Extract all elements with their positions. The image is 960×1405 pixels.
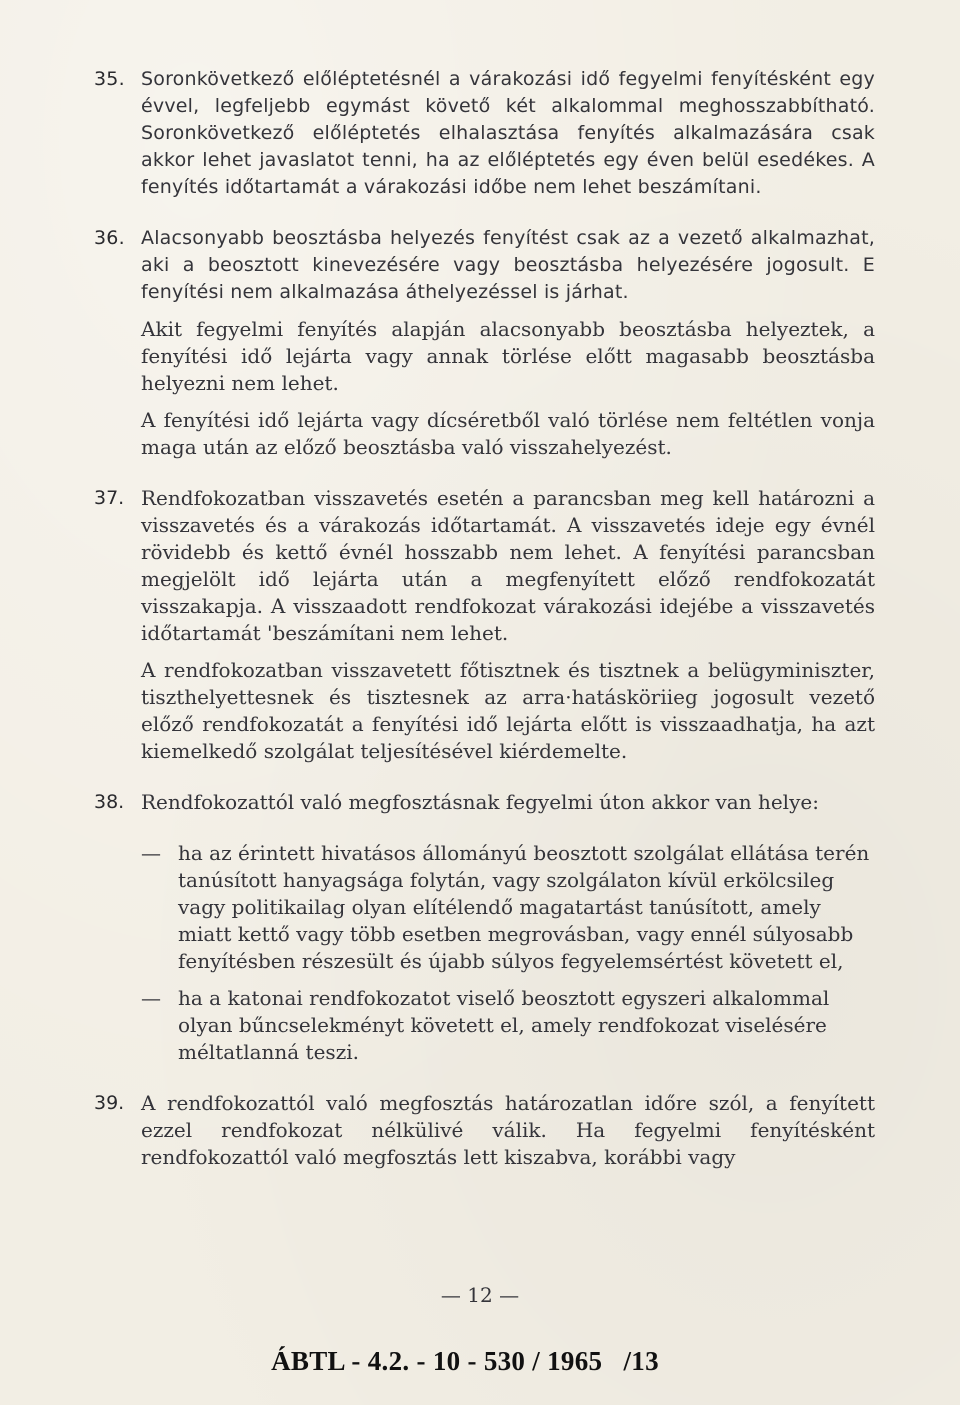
- dash-bullet: —: [141, 841, 161, 865]
- section-paragraph: A rendfokozatban visszavetett főtisztnek és tisztnek a belügyminiszter, tiszthelyettesnek és tisztesnek az arra·hatásköriieg jogosult vezető előző rendfokozatát a fenyítési idő lejárta előtt is visszaadhatja, ha azt kiemelkedő szolgálat teljesítésével kiérdemelte.: [141, 658, 875, 763]
- section-paragraph: A fenyítési idő lejárta vagy dícséretből való törlése nem feltétlen vonja maga után az előző beosztásba való visszahelyezést.: [141, 408, 875, 459]
- section-37: [0, 485, 875, 647]
- list-item: [0, 985, 875, 1066]
- section-text: Soronkövetkező előléptetésnél a várakozási idő fegyelmi fenyítésként egy évvel, legfeljebb egymást követő két alkalommal meghosszabbítható. Soronkövetkező előléptetés elhalasztása fenyítés alkalmazására csak akkor lehet javaslatot tenni, ha az előléptetés egy éven belül esedékes. A fenyítés időtartamát a várakozási időbe nem lehet beszámítani.: [141, 68, 875, 198]
- archive-reference: ÁBTL - 4.2. - 10 - 530 / 1965 /13: [271, 1346, 659, 1376]
- section-number: 37.: [94, 487, 125, 509]
- section-text: A rendfokozattól való megfosztás határozatlan időre szól, a fenyített ezzel rendfokozat nélkülivé válik. Ha fegyelmi fenyítésként rendfokozattól való megfosztás lett kiszabva, korábbi vagy: [141, 1091, 875, 1169]
- section-39: [0, 1090, 875, 1171]
- section-number: 39.: [94, 1092, 125, 1114]
- section-paragraph: Alacsonyabb beosztásba helyezés fenyítést csak az a vezető alkalmazhat, aki a beosztott kinevezésére vagy beosztásba helyezésére jogosult. E fenyítési nem alkalmazása áthelyezéssel is járhat.: [141, 227, 875, 303]
- section-number: 35.: [94, 68, 125, 90]
- section-36-paragraph-3: [0, 407, 875, 461]
- document-body: [0, 66, 960, 1171]
- section-37-paragraph-2: [0, 657, 875, 765]
- list-item-text: ha az érintett hivatásos állományú beosztott szolgálat ellátása terén tanúsított hanyagsága folytán, vagy szolgálaton kívül erkölcsileg vagy politikailag olyan elítélendő magatartást tanúsított, amely miatt kettő vagy több esetben megrovásban, vagy ennél súlyosabb fenyítésben részesült és újabb súlyos fegyelemsértést követett el,: [178, 841, 870, 973]
- dash-bullet: —: [141, 986, 161, 1010]
- section-35: [0, 66, 875, 201]
- section-36-paragraph-2: [0, 316, 875, 397]
- section-number: 38.: [94, 791, 125, 813]
- section-paragraph: Rendfokozatban visszavetés esetén a parancsban meg kell határozni a visszavetés és a várakozás időtartamát. A visszavetés ideje egy évnél rövidebb és kettő évnél hosszabb nem lehet. A fenyítési parancsban megjelölt idő lejárta után a megfenyített előző rendfokozatát visszakapja. A visszaadott rendfokozat várakozási idejébe a visszavetés időtartamát 'beszámítani nem lehet.: [141, 486, 875, 645]
- list-item-text: ha a katonai rendfokozatot viselő beosztott egyszeri alkalommal olyan bűncselekményt követett el, amely rendfokozat viselésére méltatlanná teszi.: [178, 986, 830, 1064]
- section-36: [0, 225, 875, 306]
- section-intro: Rendfokozattól való megfosztásnak fegyelmi úton akkor van helye:: [141, 790, 819, 814]
- section-number: 36.: [94, 227, 125, 249]
- section-38: [0, 789, 875, 816]
- section-paragraph: Akit fegyelmi fenyítés alapján alacsonyabb beosztásba helyeztek, a fenyítési idő lejárta vagy annak törlése előtt magasabb beosztásba helyezni nem lehet.: [141, 317, 875, 395]
- list-item: [0, 840, 875, 975]
- page-number: — 12 —: [440, 1283, 520, 1307]
